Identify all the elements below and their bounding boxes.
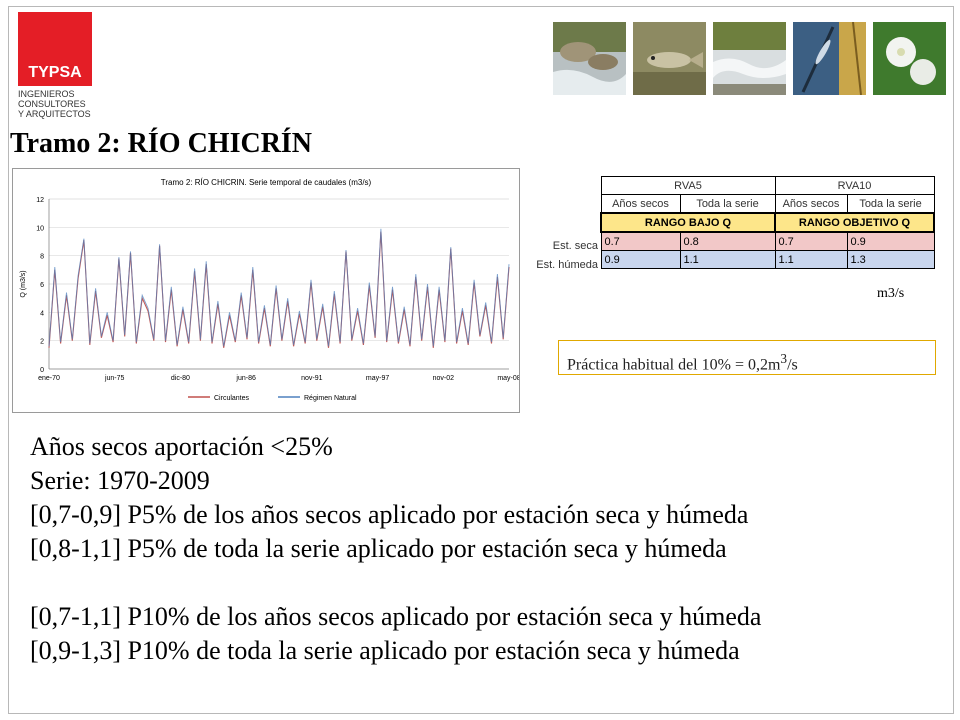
x-tick-label: jun-75 xyxy=(104,375,125,382)
flower-photo xyxy=(873,22,946,95)
table-cell: 1.3 xyxy=(847,251,934,269)
subheader-2: Toda la serie xyxy=(680,195,775,214)
table-cell: 0.7 xyxy=(775,232,847,251)
practice-tail: /s xyxy=(787,356,798,374)
rapids-photo xyxy=(713,22,786,95)
table-row xyxy=(601,251,934,269)
y-tick-label: 2 xyxy=(40,338,44,346)
body-line xyxy=(30,566,761,600)
table-cell: 0.9 xyxy=(601,251,680,269)
row-label-humeda: Est. húmeda xyxy=(536,259,598,271)
body-line: [0,9-1,3] P10% de toda la serie aplicado por estación seca y húmeda xyxy=(30,636,740,665)
logo-line-3: Y ARQUITECTOS xyxy=(18,109,91,119)
logo-subtitle xyxy=(18,89,118,119)
company-logo xyxy=(18,12,118,122)
body-line: [0,8-1,1] P5% de toda la serie aplicado por estación seca y húmeda xyxy=(30,534,727,563)
legend-label: Régimen Natural xyxy=(304,395,357,402)
units-label: m3/s xyxy=(877,286,905,301)
table-cell: 1.1 xyxy=(680,251,775,269)
body-line: [0,7-1,1] P10% de los años secos aplicado por estación seca y húmeda xyxy=(30,602,762,631)
river-rocks-photo xyxy=(553,22,626,95)
y-tick-label: 0 xyxy=(40,367,44,374)
rva10-header: RVA10 xyxy=(775,177,934,195)
logo-line-1: INGENIEROS xyxy=(18,89,75,99)
flow-chart xyxy=(12,168,520,413)
table-cell: 0.9 xyxy=(847,232,934,251)
y-tick-label: 10 xyxy=(36,225,44,233)
practice-text: Práctica habitual del 10% = 0,2m xyxy=(567,356,781,374)
x-tick-label: dic-80 xyxy=(170,375,190,382)
body-line: Serie: 1970-2009 xyxy=(30,466,210,495)
y-tick-label: 12 xyxy=(36,197,44,204)
rva5-header: RVA5 xyxy=(601,177,775,195)
x-tick-label: may-08 xyxy=(497,375,519,382)
flow-chart-svg xyxy=(13,169,519,412)
y-tick-label: 4 xyxy=(40,310,44,318)
practice-sup: 3 xyxy=(780,351,788,366)
logo-line-2: CONSULTORES xyxy=(18,99,86,109)
x-tick-label: may-97 xyxy=(365,375,390,382)
x-tick-label: nov-02 xyxy=(432,375,454,382)
series-line-circulantes xyxy=(49,232,509,348)
x-tick-label: ene-70 xyxy=(38,375,60,382)
dragonfly-photo xyxy=(793,22,866,95)
logo-brand: TYPSA xyxy=(28,64,82,81)
body-text xyxy=(30,430,761,668)
legend-label: Circulantes xyxy=(214,395,250,402)
y-tick-label: 8 xyxy=(40,253,44,261)
series-line-natural xyxy=(49,229,509,346)
body-line: Años secos aportación <25% xyxy=(30,432,333,461)
subheader-4: Toda la serie xyxy=(847,195,934,214)
rango-objetivo-label: RANGO OBJETIVO Q xyxy=(775,213,934,232)
subheader-3: Años secos xyxy=(775,195,847,214)
table-cell: 0.8 xyxy=(680,232,775,251)
page-title: Tramo 2: RÍO CHICRÍN xyxy=(10,128,313,159)
subheader-1: Años secos xyxy=(601,195,680,214)
x-tick-label: jun-86 xyxy=(236,375,256,382)
logo-red-box xyxy=(18,12,92,86)
row-label-seca: Est. seca xyxy=(552,240,598,252)
y-axis-label: Q (m3/s) xyxy=(20,270,27,298)
chart-title: Tramo 2: RÍO CHICRIN. Serie temporal de caudales (m3/s) xyxy=(160,178,372,187)
body-line: [0,7-0,9] P5% de los años secos aplicado por estación seca y húmeda xyxy=(30,500,749,529)
table-row xyxy=(601,232,934,251)
fish-photo xyxy=(633,22,706,95)
table-cell: 0.7 xyxy=(601,232,680,251)
photo-strip xyxy=(553,22,946,95)
rango-bajo-label: RANGO BAJO Q xyxy=(601,213,775,232)
x-tick-label: nov-91 xyxy=(301,375,323,382)
y-tick-label: 6 xyxy=(40,282,44,289)
rva-table xyxy=(600,176,935,269)
table-cell: 1.1 xyxy=(775,251,847,269)
practice-note xyxy=(558,340,936,375)
